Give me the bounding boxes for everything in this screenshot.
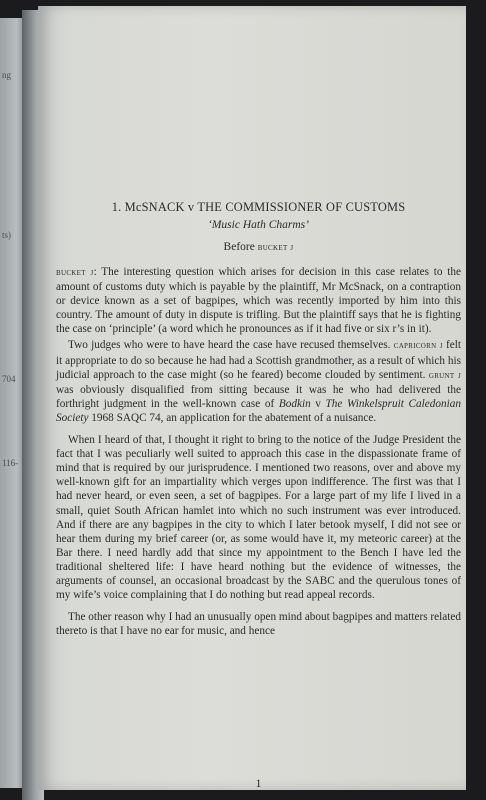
before-line xyxy=(56,241,461,253)
paragraph-text: felt it appropriate to do so because he had had a Scottish grandmother, as a result of which his judicial approach to the case might (so he feared) become clouded by sentiment. xyxy=(56,339,461,381)
facing-page-mark: ts) xyxy=(2,230,11,240)
before-label: Before xyxy=(223,241,255,253)
speaker-name: bucket j xyxy=(56,267,94,278)
facing-page-mark: 116- xyxy=(2,458,19,468)
paragraph-text: Two judges who were to have heard the case have recused themselves. xyxy=(68,339,394,352)
before-judge: bucket j xyxy=(257,242,294,253)
paragraph-text: : The interesting question which arises for decision in this case relates to the amount of customs duty which is payable by the plaintiff, Mr McSnack, on a contraption or device known as a set of bagpipes, which was recently imported by him into this country. The amount of duty in dispute is trifling. But the plaintiff says that he is fighting the case on ‘principle’ (a word which he pronounces as if it had five or six r’s in it). xyxy=(56,266,462,336)
paragraph-2 xyxy=(56,338,461,425)
judge-name: grunt j xyxy=(428,369,461,381)
paragraph-text: v xyxy=(310,397,326,410)
paragraph-3: When I heard of that, I thought it right to bring to the notice of the Judge President the fact that I was peculiarly well suited to approach this case in the dispassionate frame of mind that is required by our jurisprudence. I mentioned two reasons, over and above my well-known gift for an impartiality which verges upon indifference. The first was that I had never heard, or even seen, a set of bagpipes. For a large part of my life I lived in a small, quiet South African hamlet into which no such instrument was ever introduced. And if there are any bagpipes in the city to which I later betook myself, I did not see or hear them during my brief career (or, as some would have it, my meteoric career) at the Bar there. I need hardly add that since my appointment to the Bench I have led the traditional sheltered life: I have heard nothing but the evidence of witnesses, the arguments of counsel, an occasional broadcast by the SABC and the querulous tones of my wife’s voice complaining that I do nothing but read appeal records. xyxy=(56,434,461,602)
facing-page-edge xyxy=(0,18,24,788)
paragraph-text: was obviously disqualified from sitting because it was he who had delivered the forthright judgment in the well-known case of xyxy=(56,383,461,410)
page-content xyxy=(56,200,462,790)
case-title: 1. McSNACK v THE COMMISSIONER OF CUSTOMS xyxy=(111,200,406,214)
facing-page-mark: 704 xyxy=(2,374,16,384)
judge-name: capricorn j xyxy=(393,340,443,352)
case-subtitle: ‘Music Hath Charms’ xyxy=(208,219,309,231)
paragraph-text: 1968 SAQC 74, an application for the abatement of a nuisance. xyxy=(88,411,377,424)
paragraph-4: The other reason why I had an unusually open mind about bagpipes and matters related thereto is that I have no ear for music, and hence xyxy=(56,611,462,638)
case-citation: The Winkelspruit Caledonian Society xyxy=(56,397,462,424)
case-citation: Bodkin xyxy=(278,397,311,410)
paragraph-1 xyxy=(56,265,461,336)
facing-page-mark: ng xyxy=(2,70,11,80)
page-number: 1 xyxy=(255,778,262,790)
